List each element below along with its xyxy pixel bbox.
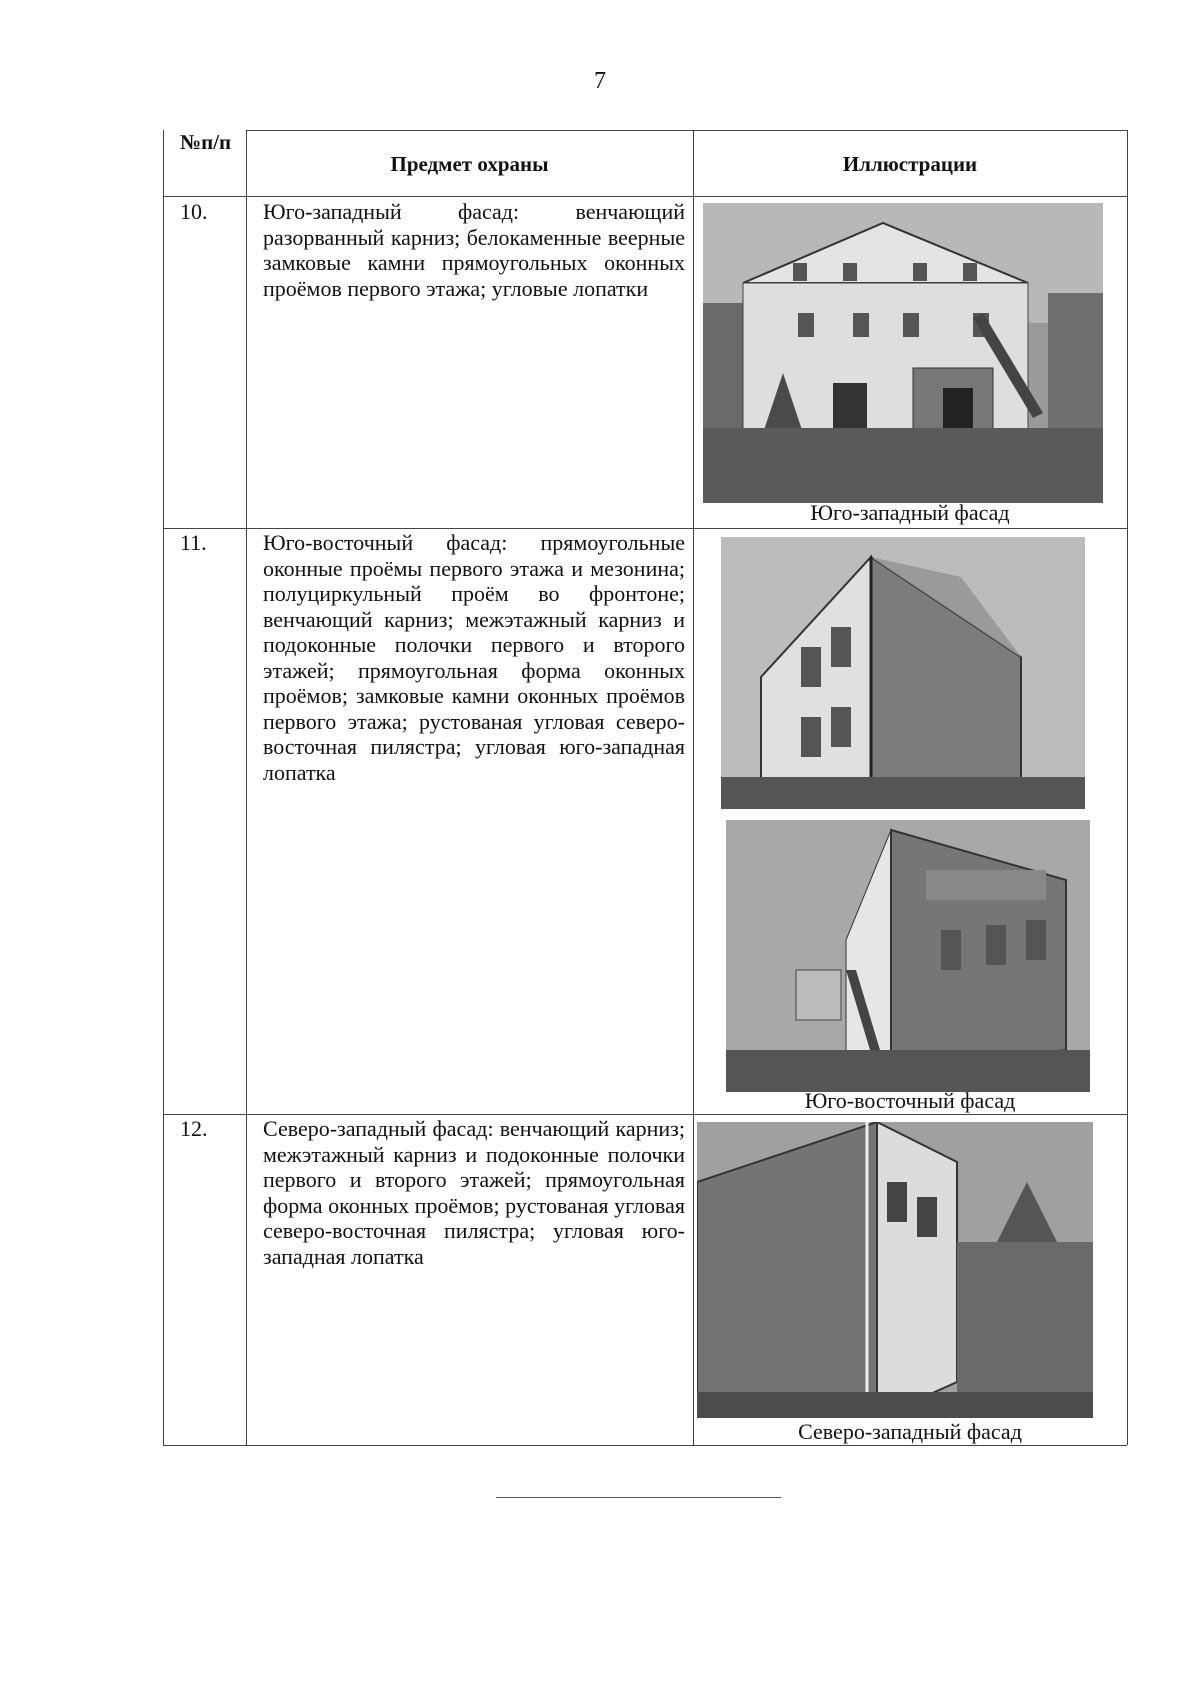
photo-caption: Юго-западный фасад bbox=[810, 500, 1010, 525]
row-divider-10-11 bbox=[163, 528, 1127, 529]
row-description: Юго-восточный фасад: прямоугольные оконные проёмы первого этажа и мезонина; полуциркульный проём во фронтоне; венчающий карниз; межэтажный карниз и подоконные полочки первого и второго этажей; прямоугольная форма оконных проёмов; замковые камни оконных проёмов первого этажа; рустованая угловая северо-восточная пилястра; угловая юго-западная лопатка bbox=[263, 530, 685, 785]
photo-southwest-facade bbox=[703, 203, 1103, 503]
table-border-bottom bbox=[163, 1445, 1127, 1446]
row-description: Юго-западный фасад: венчающий разорванный карниз; белокаменные веерные замковые камни прямоугольных оконных проёмов первого этажа; угловые лопатки bbox=[263, 199, 685, 301]
row-number: 10. bbox=[180, 199, 208, 224]
page-number: 7 bbox=[594, 68, 606, 94]
photo-caption: Северо-западный фасад bbox=[798, 1419, 1022, 1444]
photo-southeast-facade-1 bbox=[721, 537, 1085, 809]
header-num: №п/п bbox=[180, 130, 232, 154]
photo-caption: Юго-восточный фасад bbox=[804, 1088, 1016, 1113]
row-number: 11. bbox=[180, 530, 207, 555]
table-divider-num bbox=[246, 130, 247, 1445]
header-subject: Предмет охраны bbox=[390, 152, 549, 176]
footer-rule bbox=[496, 1497, 781, 1498]
row-description: Северо-западный фасад: венчающий карниз; межэтажный карниз и подоконные полочки первого и второго этажей; прямоугольная форма оконных проёмов; рустованая угловая северо-восточная пилястра; угловая юго-западная лопатка bbox=[263, 1116, 685, 1269]
header-divider bbox=[163, 196, 1127, 197]
table-border-right bbox=[1127, 130, 1128, 1445]
row-number: 12. bbox=[180, 1116, 208, 1141]
table-border-left bbox=[163, 130, 164, 1445]
photo-northwest-facade bbox=[697, 1122, 1093, 1418]
photo-southeast-facade-2 bbox=[726, 820, 1090, 1092]
header-illustrations: Иллюстрации bbox=[842, 152, 978, 176]
table-border-top bbox=[246, 130, 1127, 131]
table-divider-subject bbox=[693, 130, 694, 1445]
row-divider-11-12 bbox=[163, 1114, 1127, 1115]
